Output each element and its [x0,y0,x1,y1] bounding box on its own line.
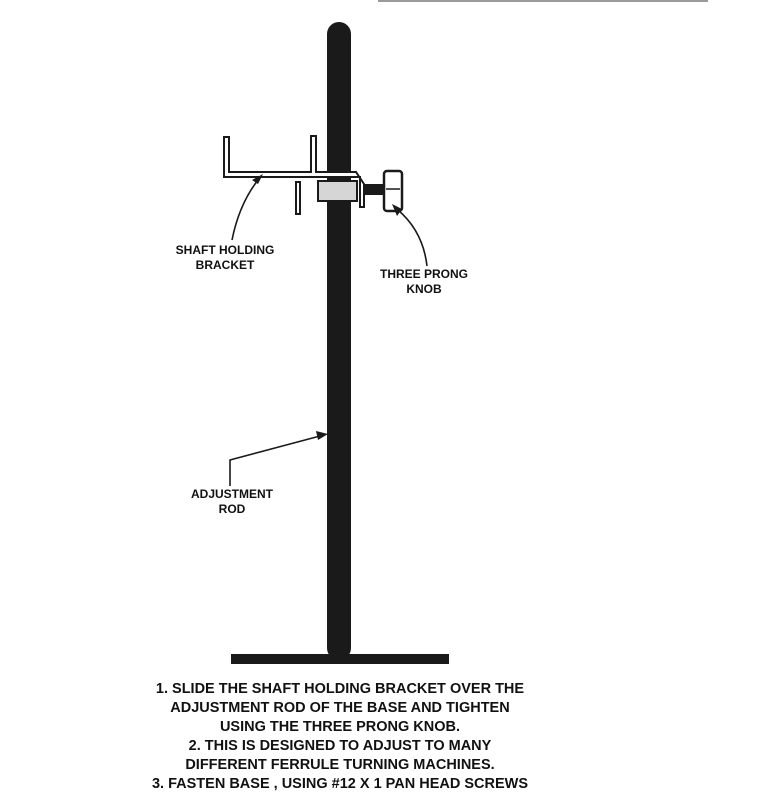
instruction-line: USING THE THREE PRONG KNOB. [219,719,461,735]
adjustment-rod-label-line-2: ROD [218,502,246,516]
three-prong-knob-label [362,267,486,297]
instruction-line: 1. SLIDE THE SHAFT HOLDING BRACKET OVER THE [155,681,525,697]
three-prong-knob-label-line-1: THREE PRONG [379,267,468,281]
knob-leader-line [398,210,427,266]
knob-stud [364,184,386,195]
rod-leader-line [230,436,320,486]
shaft-holding-bracket-label-line-1: SHAFT HOLDING [175,243,275,257]
three-prong-knob-label-line-2: KNOB [406,282,442,296]
assembly-instructions [100,680,580,794]
clamp-collar [318,181,357,201]
shaft-holding-bracket-label [158,243,292,273]
instruction-line: 2. THIS IS DESIGNED TO ADJUST TO MANY [188,738,492,754]
adjustment-rod-label [174,487,290,517]
bracket-leader-line [232,180,258,240]
shaft-holding-bracket-label-line-2: BRACKET [195,258,255,272]
instruction-line: 3. FASTEN BASE , USING #12 X 1 PAN HEAD SCREWS [151,776,528,792]
instruction-line: ADJUSTMENT ROD OF THE BASE AND TIGHTEN [170,700,510,716]
rod-leader-arrowhead [316,431,328,440]
adjustment-rod [327,22,351,660]
adjustment-rod-label-line-1: ADJUSTMENT [190,487,273,501]
base-plate [231,654,449,664]
instruction-line: DIFFERENT FERRULE TURNING MACHINES. [185,757,495,773]
